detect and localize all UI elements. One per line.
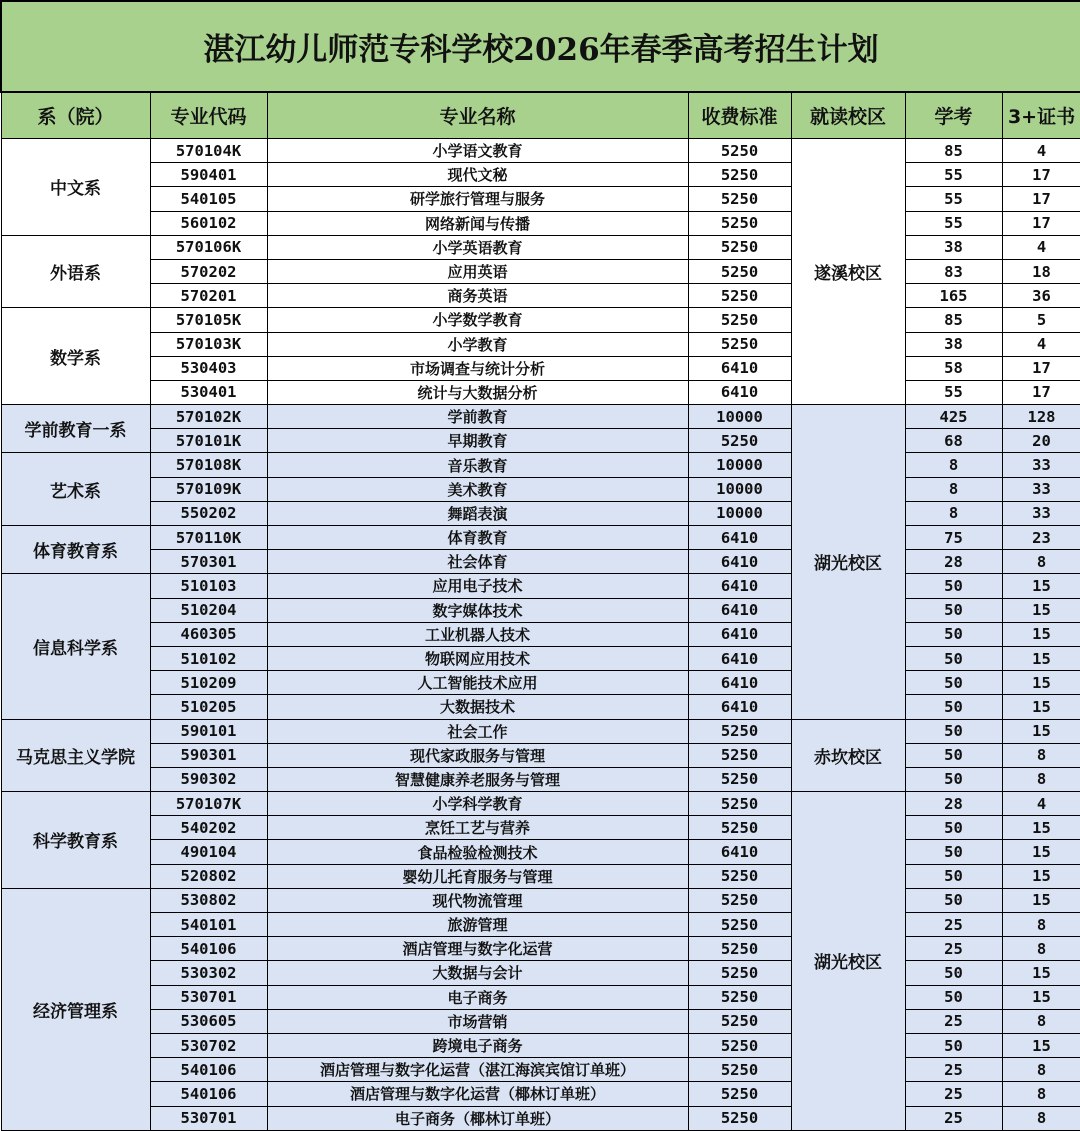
campus-cell: 赤坎校区: [791, 719, 905, 792]
fee-cell: 5250: [688, 235, 791, 259]
table-row: [1, 937, 1080, 961]
major-code-cell: 530403: [150, 356, 267, 380]
major-name-cell: 大数据与会计: [267, 961, 688, 985]
major-name-cell: 商务英语: [267, 284, 688, 308]
major-code-cell: 540101: [150, 913, 267, 937]
xuekao-cell: 50: [905, 574, 1002, 598]
major-name-cell: 音乐教育: [267, 453, 688, 477]
department-cell: 科学教育系: [1, 792, 150, 889]
major-code-cell: 510102: [150, 646, 267, 670]
certificate-cell: 17: [1002, 163, 1080, 187]
major-name-cell: 大数据技术: [267, 695, 688, 719]
major-code-cell: 510103: [150, 574, 267, 598]
table-row: [1, 187, 1080, 211]
certificate-cell: 4: [1002, 792, 1080, 816]
major-name-cell: 体育教育: [267, 526, 688, 550]
major-name-cell: 酒店管理与数字化运营: [267, 937, 688, 961]
fee-cell: 5250: [688, 961, 791, 985]
certificate-cell: 20: [1002, 429, 1080, 453]
fee-cell: 5250: [688, 187, 791, 211]
xuekao-cell: 8: [905, 453, 1002, 477]
certificate-cell: 15: [1002, 961, 1080, 985]
xuekao-cell: 425: [905, 405, 1002, 429]
table-row: [1, 477, 1080, 501]
major-code-cell: 570106K: [150, 235, 267, 259]
certificate-cell: 8: [1002, 1106, 1080, 1130]
table-row: [1, 598, 1080, 622]
certificate-cell: 15: [1002, 622, 1080, 646]
header-department: 系（院）: [1, 92, 150, 139]
table-row: [1, 308, 1080, 332]
fee-cell: 5250: [688, 1033, 791, 1057]
major-name-cell: 电子商务（椰林订单班）: [267, 1106, 688, 1130]
xuekao-cell: 50: [905, 816, 1002, 840]
table-row: [1, 526, 1080, 550]
major-name-cell: 数字媒体技术: [267, 598, 688, 622]
header-major-name: 专业名称: [267, 92, 688, 139]
table-row: [1, 1033, 1080, 1057]
xuekao-cell: 50: [905, 719, 1002, 743]
xuekao-cell: 25: [905, 1082, 1002, 1106]
department-cell: 中文系: [1, 139, 150, 236]
major-code-cell: 560102: [150, 211, 267, 235]
xuekao-cell: 50: [905, 767, 1002, 791]
fee-cell: 5250: [688, 864, 791, 888]
xuekao-cell: 55: [905, 187, 1002, 211]
major-code-cell: 590401: [150, 163, 267, 187]
xuekao-cell: 25: [905, 937, 1002, 961]
fee-cell: 5250: [688, 1058, 791, 1082]
certificate-cell: 33: [1002, 477, 1080, 501]
fee-cell: 5250: [688, 767, 791, 791]
certificate-cell: 23: [1002, 526, 1080, 550]
certificate-cell: 128: [1002, 405, 1080, 429]
major-code-cell: 570201: [150, 284, 267, 308]
fee-cell: 5250: [688, 888, 791, 912]
major-code-cell: 540106: [150, 937, 267, 961]
major-code-cell: 530401: [150, 380, 267, 404]
major-name-cell: 现代物流管理: [267, 888, 688, 912]
header-campus: 就读校区: [791, 92, 905, 139]
certificate-cell: 18: [1002, 259, 1080, 283]
xuekao-cell: 50: [905, 598, 1002, 622]
fee-cell: 5250: [688, 1082, 791, 1106]
major-name-cell: 婴幼儿托育服务与管理: [267, 864, 688, 888]
department-cell: 数学系: [1, 308, 150, 405]
fee-cell: 6410: [688, 380, 791, 404]
major-name-cell: 应用电子技术: [267, 574, 688, 598]
certificate-cell: 15: [1002, 985, 1080, 1009]
fee-cell: 5250: [688, 284, 791, 308]
department-cell: 体育教育系: [1, 526, 150, 574]
major-name-cell: 现代家政服务与管理: [267, 743, 688, 767]
major-name-cell: 小学教育: [267, 332, 688, 356]
xuekao-cell: 55: [905, 211, 1002, 235]
table-row: [1, 888, 1080, 912]
fee-cell: 5250: [688, 1106, 791, 1130]
major-code-cell: 520802: [150, 864, 267, 888]
major-name-cell: 工业机器人技术: [267, 622, 688, 646]
table-row: [1, 1058, 1080, 1082]
certificate-cell: 15: [1002, 816, 1080, 840]
table-row: [1, 695, 1080, 719]
fee-cell: 6410: [688, 695, 791, 719]
fee-cell: 6410: [688, 356, 791, 380]
major-code-cell: 570104K: [150, 139, 267, 163]
department-cell: 艺术系: [1, 453, 150, 526]
xuekao-cell: 55: [905, 380, 1002, 404]
certificate-cell: 15: [1002, 840, 1080, 864]
major-code-cell: 570101K: [150, 429, 267, 453]
table-row: [1, 163, 1080, 187]
fee-cell: 6410: [688, 550, 791, 574]
major-code-cell: 490104: [150, 840, 267, 864]
header-fee: 收费标准: [688, 92, 791, 139]
xuekao-cell: 25: [905, 1058, 1002, 1082]
certificate-cell: 4: [1002, 139, 1080, 163]
certificate-cell: 8: [1002, 913, 1080, 937]
table-row: [1, 1082, 1080, 1106]
department-cell: 信息科学系: [1, 574, 150, 719]
major-code-cell: 540106: [150, 1082, 267, 1106]
table-row: [1, 767, 1080, 791]
department-cell: 学前教育一系: [1, 405, 150, 453]
table-row: [1, 429, 1080, 453]
xuekao-cell: 85: [905, 139, 1002, 163]
fee-cell: 5250: [688, 332, 791, 356]
xuekao-cell: 8: [905, 477, 1002, 501]
xuekao-cell: 25: [905, 913, 1002, 937]
xuekao-cell: 50: [905, 671, 1002, 695]
major-name-cell: 小学科学教育: [267, 792, 688, 816]
table-row: [1, 235, 1080, 259]
certificate-cell: 8: [1002, 1009, 1080, 1033]
campus-cell: 遂溪校区: [791, 139, 905, 405]
major-name-cell: 现代文秘: [267, 163, 688, 187]
major-code-cell: 590101: [150, 719, 267, 743]
major-name-cell: 舞蹈表演: [267, 501, 688, 525]
major-name-cell: 应用英语: [267, 259, 688, 283]
table-row: [1, 501, 1080, 525]
xuekao-cell: 68: [905, 429, 1002, 453]
major-code-cell: 570110K: [150, 526, 267, 550]
major-name-cell: 小学语文教育: [267, 139, 688, 163]
major-code-cell: 460305: [150, 622, 267, 646]
fee-cell: 5250: [688, 816, 791, 840]
major-code-cell: 570109K: [150, 477, 267, 501]
major-code-cell: 570102K: [150, 405, 267, 429]
certificate-cell: 15: [1002, 888, 1080, 912]
table-body: [1, 139, 1080, 1131]
certificate-cell: 17: [1002, 380, 1080, 404]
table-row: [1, 574, 1080, 598]
fee-cell: 5250: [688, 163, 791, 187]
fee-cell: 10000: [688, 405, 791, 429]
major-code-cell: 570108K: [150, 453, 267, 477]
fee-cell: 5250: [688, 429, 791, 453]
xuekao-cell: 50: [905, 646, 1002, 670]
certificate-cell: 15: [1002, 1033, 1080, 1057]
major-code-cell: 530802: [150, 888, 267, 912]
xuekao-cell: 8: [905, 501, 1002, 525]
major-name-cell: 社会体育: [267, 550, 688, 574]
certificate-cell: 8: [1002, 1058, 1080, 1082]
certificate-cell: 15: [1002, 695, 1080, 719]
fee-cell: 5250: [688, 985, 791, 1009]
fee-cell: 6410: [688, 598, 791, 622]
major-name-cell: 物联网应用技术: [267, 646, 688, 670]
major-name-cell: 智慧健康养老服务与管理: [267, 767, 688, 791]
table-row: [1, 356, 1080, 380]
certificate-cell: 15: [1002, 574, 1080, 598]
xuekao-cell: 83: [905, 259, 1002, 283]
major-name-cell: 美术教育: [267, 477, 688, 501]
major-code-cell: 540202: [150, 816, 267, 840]
major-code-cell: 540105: [150, 187, 267, 211]
table-row: [1, 1106, 1080, 1130]
major-code-cell: 530701: [150, 1106, 267, 1130]
major-name-cell: 社会工作: [267, 719, 688, 743]
xuekao-cell: 38: [905, 235, 1002, 259]
certificate-cell: 15: [1002, 719, 1080, 743]
campus-cell: 湖光校区: [791, 405, 905, 719]
fee-cell: 10000: [688, 477, 791, 501]
fee-cell: 5250: [688, 1009, 791, 1033]
table-row: [1, 913, 1080, 937]
xuekao-cell: 28: [905, 550, 1002, 574]
fee-cell: 5250: [688, 211, 791, 235]
table-row: [1, 453, 1080, 477]
certificate-cell: 33: [1002, 501, 1080, 525]
table-row: [1, 792, 1080, 816]
major-name-cell: 市场调查与统计分析: [267, 356, 688, 380]
xuekao-cell: 50: [905, 888, 1002, 912]
major-name-cell: 小学英语教育: [267, 235, 688, 259]
major-name-cell: 酒店管理与数字化运营（椰林订单班）: [267, 1082, 688, 1106]
xuekao-cell: 85: [905, 308, 1002, 332]
major-code-cell: 570103K: [150, 332, 267, 356]
major-name-cell: 网络新闻与传播: [267, 211, 688, 235]
xuekao-cell: 25: [905, 1009, 1002, 1033]
table-row: [1, 646, 1080, 670]
major-name-cell: 市场营销: [267, 1009, 688, 1033]
table-row: [1, 259, 1080, 283]
table-row: [1, 332, 1080, 356]
certificate-cell: 8: [1002, 550, 1080, 574]
campus-cell: 湖光校区: [791, 792, 905, 1131]
major-name-cell: 早期教育: [267, 429, 688, 453]
xuekao-cell: 25: [905, 1106, 1002, 1130]
fee-cell: 10000: [688, 453, 791, 477]
certificate-cell: 15: [1002, 671, 1080, 695]
fee-cell: 5250: [688, 937, 791, 961]
major-code-cell: 590302: [150, 767, 267, 791]
xuekao-cell: 38: [905, 332, 1002, 356]
certificate-cell: 8: [1002, 1082, 1080, 1106]
fee-cell: 6410: [688, 671, 791, 695]
major-code-cell: 530302: [150, 961, 267, 985]
xuekao-cell: 50: [905, 622, 1002, 646]
fee-cell: 5250: [688, 259, 791, 283]
department-cell: 经济管理系: [1, 888, 150, 1130]
xuekao-cell: 58: [905, 356, 1002, 380]
certificate-cell: 5: [1002, 308, 1080, 332]
certificate-cell: 15: [1002, 646, 1080, 670]
major-code-cell: 530702: [150, 1033, 267, 1057]
header-major-code: 专业代码: [150, 92, 267, 139]
fee-cell: 6410: [688, 646, 791, 670]
xuekao-cell: 28: [905, 792, 1002, 816]
certificate-cell: 8: [1002, 937, 1080, 961]
certificate-cell: 36: [1002, 284, 1080, 308]
major-code-cell: 570202: [150, 259, 267, 283]
certificate-cell: 17: [1002, 356, 1080, 380]
certificate-cell: 17: [1002, 211, 1080, 235]
major-code-cell: 510204: [150, 598, 267, 622]
table-row: [1, 840, 1080, 864]
table-row: [1, 961, 1080, 985]
major-code-cell: 510205: [150, 695, 267, 719]
xuekao-cell: 50: [905, 1033, 1002, 1057]
table-row: [1, 622, 1080, 646]
xuekao-cell: 50: [905, 864, 1002, 888]
fee-cell: 5250: [688, 743, 791, 767]
fee-cell: 5250: [688, 719, 791, 743]
certificate-cell: 15: [1002, 598, 1080, 622]
fee-cell: 6410: [688, 622, 791, 646]
major-code-cell: 570107K: [150, 792, 267, 816]
major-name-cell: 电子商务: [267, 985, 688, 1009]
major-name-cell: 旅游管理: [267, 913, 688, 937]
xuekao-cell: 50: [905, 695, 1002, 719]
major-name-cell: 学前教育: [267, 405, 688, 429]
table-row: [1, 139, 1080, 163]
major-code-cell: 510209: [150, 671, 267, 695]
certificate-cell: 33: [1002, 453, 1080, 477]
certificate-cell: 4: [1002, 235, 1080, 259]
major-name-cell: 食品检验检测技术: [267, 840, 688, 864]
header-certificate: 3+证书: [1002, 92, 1080, 139]
xuekao-cell: 165: [905, 284, 1002, 308]
table-row: [1, 743, 1080, 767]
certificate-cell: 8: [1002, 743, 1080, 767]
xuekao-cell: 50: [905, 840, 1002, 864]
fee-cell: 5250: [688, 913, 791, 937]
major-code-cell: 550202: [150, 501, 267, 525]
major-code-cell: 540106: [150, 1058, 267, 1082]
fee-cell: 5250: [688, 308, 791, 332]
xuekao-cell: 50: [905, 985, 1002, 1009]
table-row: [1, 719, 1080, 743]
table-row: [1, 1009, 1080, 1033]
header-row: [1, 92, 1080, 139]
xuekao-cell: 75: [905, 526, 1002, 550]
fee-cell: 6410: [688, 840, 791, 864]
fee-cell: 5250: [688, 139, 791, 163]
major-code-cell: 530701: [150, 985, 267, 1009]
major-name-cell: 酒店管理与数字化运营（湛江海滨宾馆订单班）: [267, 1058, 688, 1082]
table-row: [1, 380, 1080, 404]
certificate-cell: 8: [1002, 767, 1080, 791]
header-xuekao: 学考: [905, 92, 1002, 139]
fee-cell: 5250: [688, 792, 791, 816]
xuekao-cell: 50: [905, 743, 1002, 767]
major-code-cell: 570105K: [150, 308, 267, 332]
table-row: [1, 211, 1080, 235]
table-row: [1, 864, 1080, 888]
major-name-cell: 小学数学教育: [267, 308, 688, 332]
table-title: 湛江幼儿师范专科学校2026年春季高考招生计划: [1, 1, 1080, 92]
table-row: [1, 284, 1080, 308]
major-name-cell: 统计与大数据分析: [267, 380, 688, 404]
certificate-cell: 15: [1002, 864, 1080, 888]
department-cell: 外语系: [1, 235, 150, 308]
fee-cell: 10000: [688, 501, 791, 525]
major-name-cell: 跨境电子商务: [267, 1033, 688, 1057]
table-row: [1, 671, 1080, 695]
major-code-cell: 570301: [150, 550, 267, 574]
certificate-cell: 17: [1002, 187, 1080, 211]
department-cell: 马克思主义学院: [1, 719, 150, 792]
certificate-cell: 4: [1002, 332, 1080, 356]
major-name-cell: 研学旅行管理与服务: [267, 187, 688, 211]
table-row: [1, 985, 1080, 1009]
table-row: [1, 816, 1080, 840]
major-code-cell: 590301: [150, 743, 267, 767]
xuekao-cell: 55: [905, 163, 1002, 187]
major-name-cell: 人工智能技术应用: [267, 671, 688, 695]
table-row: [1, 550, 1080, 574]
table-row: [1, 405, 1080, 429]
major-code-cell: 530605: [150, 1009, 267, 1033]
major-name-cell: 烹饪工艺与营养: [267, 816, 688, 840]
xuekao-cell: 50: [905, 961, 1002, 985]
fee-cell: 6410: [688, 526, 791, 550]
fee-cell: 6410: [688, 574, 791, 598]
